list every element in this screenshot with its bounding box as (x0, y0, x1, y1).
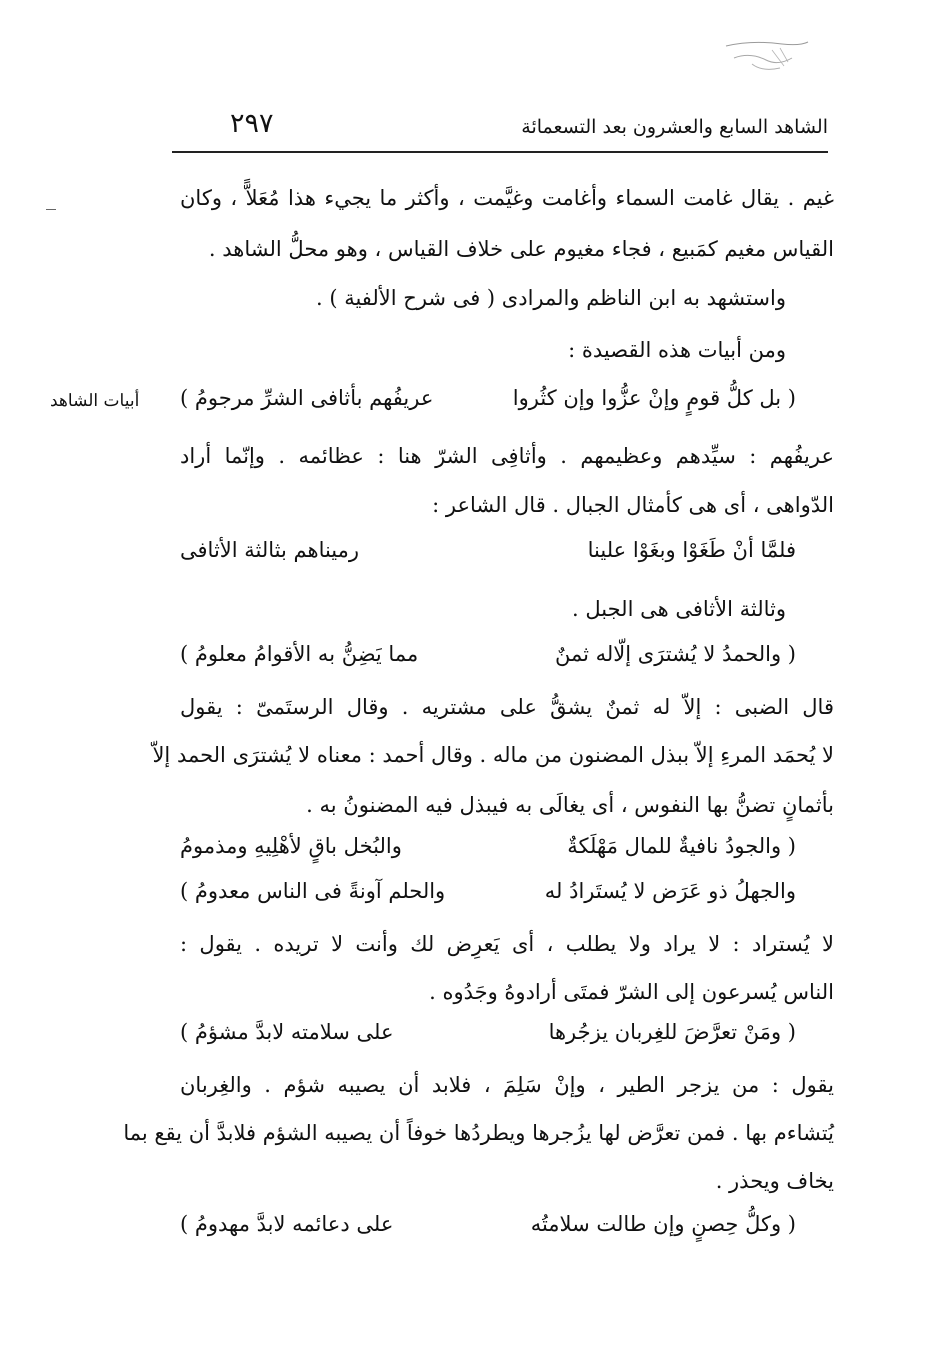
text-line: ومن أبيات هذه القصيدة : (568, 338, 786, 362)
verse-second-hemistich: على سلامته لابدَّ مشؤمُ ) (180, 1020, 394, 1044)
page-number: ٢٩٧ (230, 108, 274, 139)
verse-line (180, 879, 796, 913)
library-stamp-mark (722, 38, 812, 78)
verse-line (180, 386, 796, 420)
text-line: يقول : من يزجر الطير ، وإنْ سَلِمَ ، فلابد أن يصيبه شؤم . والغِربان (180, 1073, 834, 1097)
page-header (172, 108, 828, 148)
text-line: وثالثة الأثافى هى الجبل . (572, 597, 786, 621)
verse-first-hemistich: ( والجودُ نافيةٌ للمال مَهْلَكةٌ (567, 834, 796, 858)
text-line: غيم . يقال غامت السماء وأغامت وغيَّمت ، وأكثر ما يجيء هذا مُعَلاًّ ، وكان (180, 186, 834, 210)
text-line: قال الضبى : إلاّ له ثمنٌ يشقُّ على مشتريه . وقال الرستَمىّ : يقول (180, 695, 834, 719)
text-line: واستشهد به ابن الناظم والمرادى ( فى شرح الألفية ) . (315, 286, 786, 310)
verse-second-hemistich: على دعائمه لابدَّ مهدومُ ) (180, 1212, 394, 1236)
verse-second-hemistich: رميناهم بثالثة الأثافى (180, 538, 360, 562)
verse-line (180, 1020, 796, 1054)
text-line: الناس يُسرعون إلى الشرّ فمتَى أرادوهُ وجَدُوه . (429, 980, 834, 1004)
verse-first-hemistich: فلمَّا أنْ طَغَوْا وبغَوْا علينا (587, 538, 796, 562)
verse-first-hemistich: ( ومَنْ تعرَّضَ للغِربان يزجُرها (548, 1020, 796, 1044)
verse-first-hemistich: ( بل كلُّ قومٍ وإنْ عزُّوا وإن كثُروا (512, 386, 796, 410)
text-line: لا يُحمَد المرءِ إلاّ ببذل المضنون من ماله . وقال أحمد : معناه لا يُشترَى الحمد إلاّ (152, 743, 834, 767)
verse-second-hemistich: والحلم آونةً فى الناس معدومُ ) (180, 879, 446, 903)
verse-second-hemistich: مما يَضِنُّ به الأقوامُ معلومُ ) (180, 642, 419, 666)
verse-first-hemistich: ( والحمدُ لا يُشترَى إلّاله ثمنٌ (554, 642, 796, 666)
verse-second-hemistich: عريفُهم بأثافى الشرِّ مرجومُ ) (180, 386, 434, 410)
verse-line (180, 642, 796, 676)
verse-first-hemistich: والجهلُ ذو عَرَض لا يُستَرادُ له (544, 879, 796, 903)
verse-first-hemistich: ( وكلُّ حِصنٍ وإن طالت سلامتُه (530, 1212, 796, 1236)
text-line: بأثمانٍ تضنُّ بها النفوس ، أى يغالَى به فيبذل فيه المضنونُ به . (306, 793, 834, 817)
header-rule (172, 151, 828, 153)
text-line: عريفُهم : سيِّدهم وعظيمهم . وأثافِى الشرّ هنا : عظائمه . وإنّما أراد (180, 444, 834, 468)
margin-tick (46, 209, 56, 210)
text-line: الدّواهى ، أى هى كأمثال الجبال . قال الشاعر : (432, 493, 834, 517)
verse-second-hemistich: والبُخل باقٍ لأهْلِيهِ ومذمومُ (180, 834, 402, 858)
text-line: القياس مغيم كمَبيع ، فجاء مغيوم على خلاف القياس ، وهو محلُّ الشاهد . (208, 237, 834, 261)
margin-note: أبيات الشاهد (50, 391, 140, 411)
text-line: يخاف ويحذر . (715, 1169, 834, 1193)
verse-line (180, 1212, 796, 1246)
running-title: الشاهد السابع والعشرون بعد التسعمائة (521, 116, 828, 138)
verse-line (180, 538, 796, 572)
text-line: لا يُستراد : لا يراد ولا يطلب ، أى يَعرِض لك وأنت لا تريده . يقول : (180, 932, 834, 956)
verse-line (180, 834, 796, 868)
text-line: يُتشاءم بها . فمن تعرَّض لها يزُجرها ويطردُها خوفاً أن يصيبه الشؤم فلابدَّ أن يقع بما (123, 1121, 834, 1145)
